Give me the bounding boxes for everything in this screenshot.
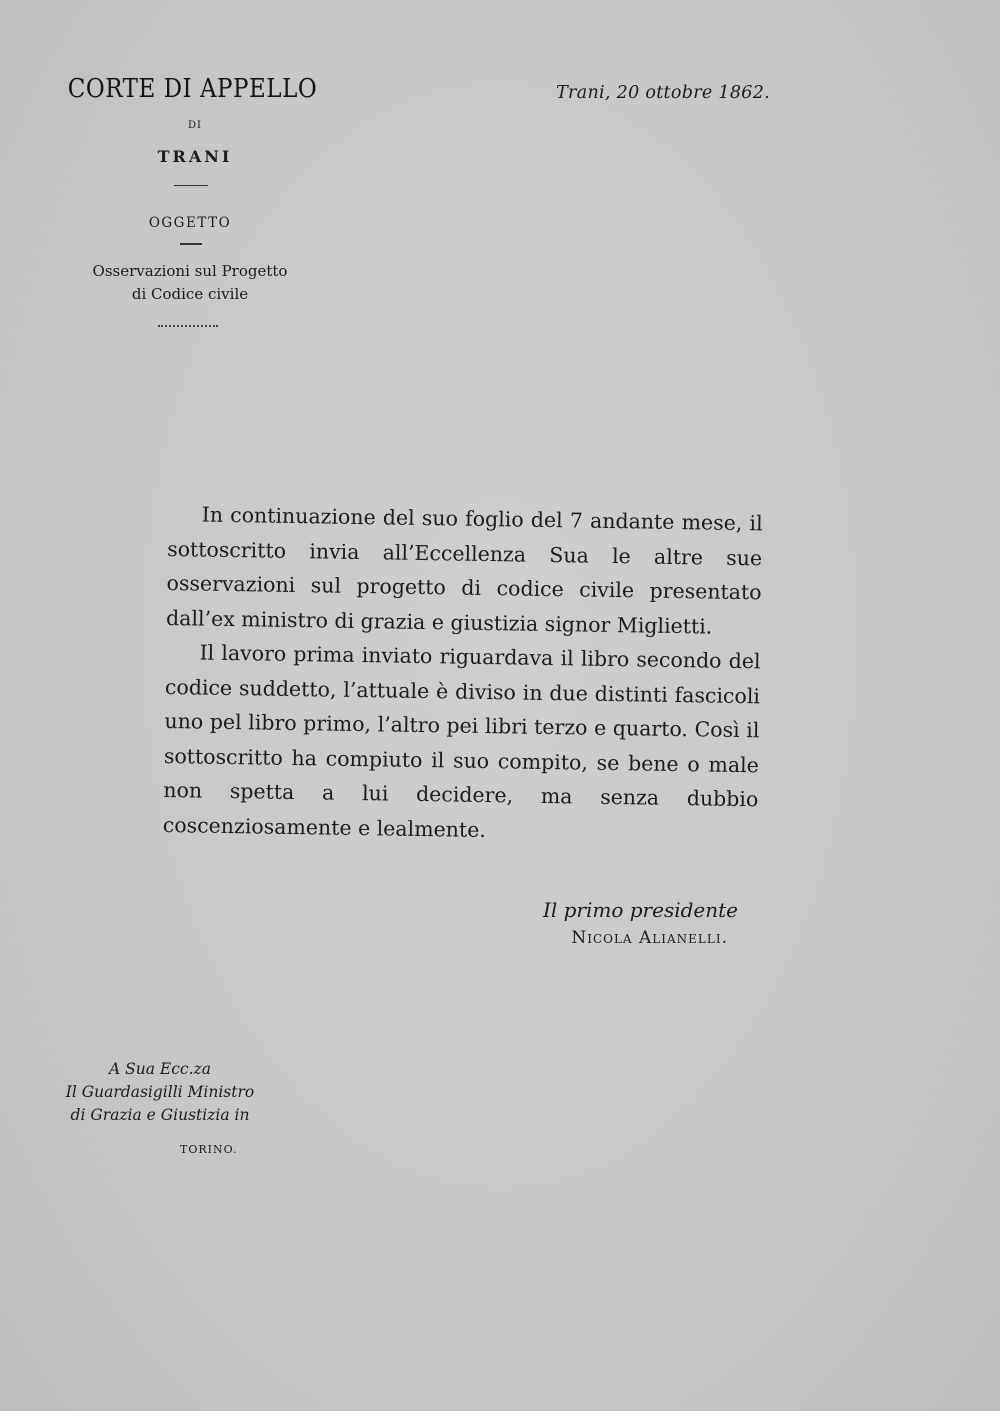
- subject-divider: [180, 243, 202, 245]
- addressee-city: TORINO.: [180, 1143, 238, 1156]
- court-di: DI: [188, 120, 202, 131]
- body-paragraph: In continuazione del suo foglio del 7 andante mese, il sottoscritto invia all’Eccellenza Sua le altre sue osservazioni sul progetto di codice civile presentato dall’ex ministro di grazia e giustizia signor Miglietti.: [165, 502, 763, 639]
- subject-text: [60, 260, 320, 306]
- dotted-divider: [158, 325, 218, 327]
- court-city: TRANI: [157, 147, 233, 166]
- addressee-line: Il Guardasigilli Ministro: [65, 1083, 255, 1101]
- subject-line: di Codice civile: [131, 285, 249, 303]
- subject-line: Osservazioni sul Progetto: [92, 262, 288, 280]
- letter-date: Trani, 20 ottobre 1862.: [556, 83, 770, 103]
- signature-title: Il primo presidente: [542, 898, 738, 922]
- letter-body: [163, 497, 763, 851]
- body-paragraph: Il lavoro prima inviato riguardava il libro secondo del codice suddetto, l’attuale è diviso in due distinti fascicoli uno pel libro primo, l’altro pei libri terzo e quarto. Così il sottoscritto ha compiuto il suo compito, se bene o male non spetta a lui decidere, ma senza dubbio coscenziosamente e lealmente.: [162, 640, 761, 842]
- court-title: CORTE DI APPELLO: [67, 74, 318, 104]
- addressee-block: [40, 1058, 280, 1127]
- subject-label: OGGETTO: [148, 215, 232, 231]
- signature-name: Nicola Alianelli.: [571, 928, 728, 948]
- addressee-line: A Sua Ecc.za: [109, 1060, 211, 1078]
- addressee-line: di Grazia e Giustizia in: [70, 1106, 250, 1124]
- header-divider: [174, 185, 208, 186]
